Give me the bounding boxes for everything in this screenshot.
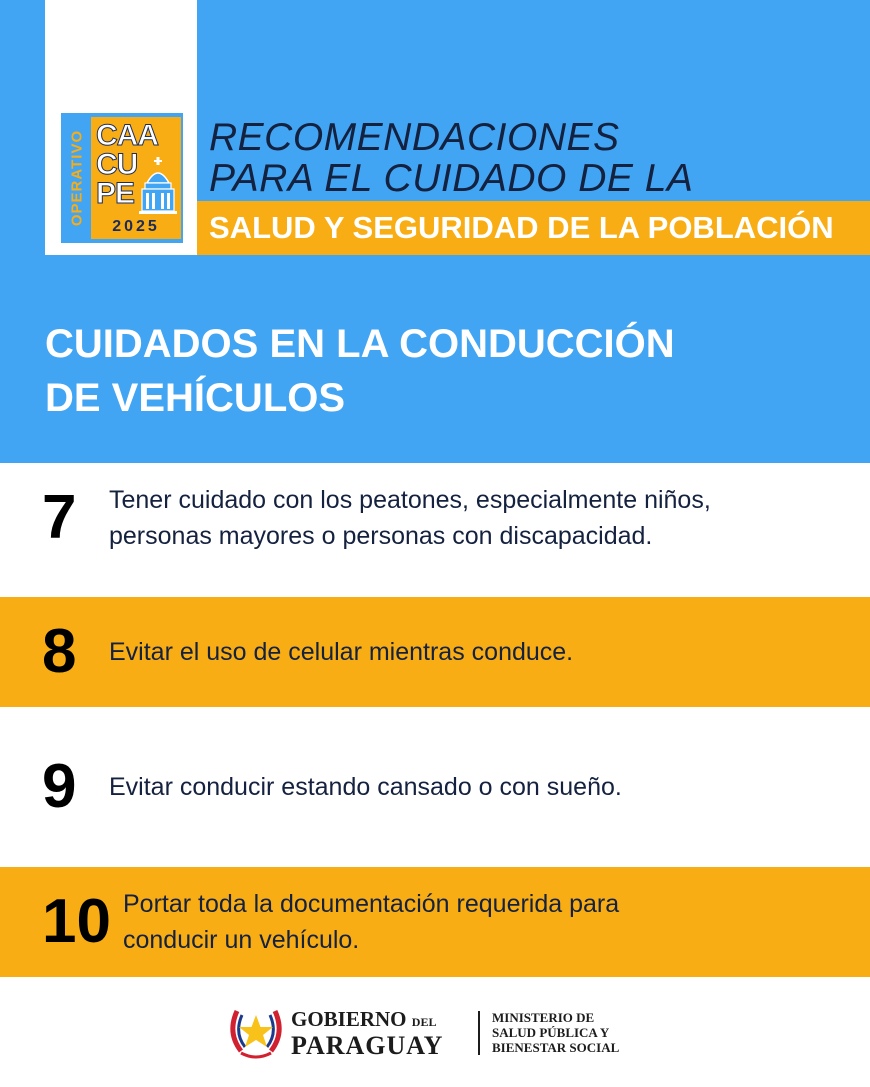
logo-year: 2025	[112, 218, 160, 235]
ministerio-label	[492, 1010, 619, 1055]
logo-word-2: CU	[96, 148, 138, 181]
ministerio-line-3: BIENESTAR SOCIAL	[492, 1040, 620, 1055]
logo-inner-panel	[91, 117, 181, 239]
item-number: 9	[42, 752, 77, 821]
section-title-line-2: DE VEHÍCULOS	[45, 376, 346, 420]
item-text-line-1: Portar toda la documentación requerida para	[123, 890, 620, 918]
operativo-caacupe-logo	[61, 113, 183, 243]
logo-vertical-label	[64, 113, 90, 243]
item-text	[109, 463, 829, 573]
item-text	[109, 597, 829, 707]
item-text-line-2: personas mayores o personas con discapacidad.	[109, 522, 653, 550]
list-item	[0, 867, 870, 977]
item-text	[109, 732, 829, 842]
ministerio-line-1: MINISTERIO DE	[492, 1010, 595, 1025]
item-text-line-1: Tener cuidado con los peatones, especialmente niños,	[109, 486, 711, 514]
paraguay-star-emblem-icon	[227, 1005, 285, 1061]
header-line-1: RECOMENDACIONES	[209, 116, 620, 159]
footer	[0, 978, 870, 1087]
logo-word-1: CAA	[96, 119, 158, 152]
item-number: 10	[42, 887, 111, 956]
list-item	[0, 597, 870, 707]
logo-word-3: PE	[96, 177, 135, 210]
gobierno-del-paraguay-wordmark	[291, 1008, 443, 1059]
header-title	[209, 117, 693, 199]
item-text-line-2: conducir un vehículo.	[123, 926, 360, 954]
item-number: 8	[42, 617, 77, 686]
section-title	[45, 317, 675, 425]
basilica-icon	[139, 157, 177, 215]
gobierno-text: GOBIERNO	[291, 1007, 407, 1031]
header-line-3: SALUD Y SEGURIDAD DE LA POBLACIÓN	[209, 210, 834, 245]
list-item	[0, 463, 870, 573]
paraguay-text: PARAGUAY	[291, 1031, 444, 1060]
list-item	[0, 732, 870, 842]
footer-divider	[478, 1011, 480, 1055]
ministerio-line-2: SALUD PÚBLICA Y	[492, 1025, 610, 1040]
item-number: 7	[42, 483, 77, 552]
logo-operativo-text: OPERATIVO	[68, 129, 86, 227]
item-text-line-1: Evitar conducir estando cansado o con sueño.	[109, 773, 622, 801]
item-text-line-1: Evitar el uso de celular mientras conduce.	[109, 638, 574, 666]
del-text: DEL	[411, 1015, 437, 1029]
item-text	[123, 867, 843, 977]
header-line-2: PARA EL CUIDADO DE LA	[209, 157, 694, 200]
section-title-line-1: CUIDADOS EN LA CONDUCCIÓN	[45, 322, 675, 366]
